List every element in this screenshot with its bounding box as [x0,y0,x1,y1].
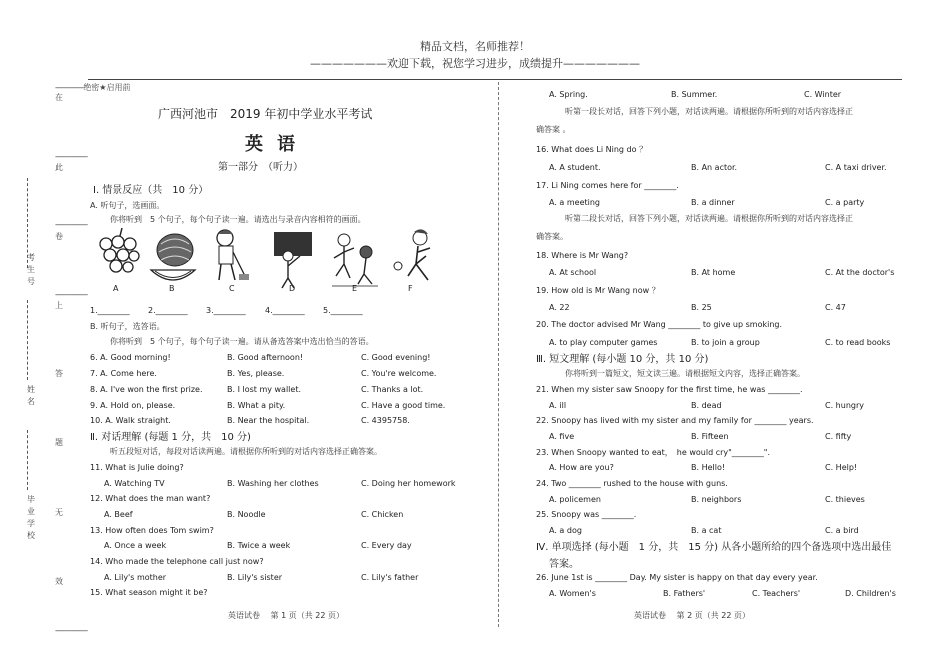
question-option[interactable]: B. a cat [691,526,722,535]
question-option[interactable]: A. Women's [549,589,596,598]
answer-blank[interactable]: 2.________ [148,306,188,315]
boy-sweeping-picture [211,226,251,292]
question-option[interactable]: C. thieves [825,495,865,504]
question-option[interactable]: B. 25 [691,303,712,312]
question-option[interactable]: C. Good evening! [361,353,431,362]
question-option[interactable]: B. Noodle [227,510,266,519]
header-promo: 精品文档，名师推荐！ [420,40,530,53]
question-option[interactable]: C. a bird [825,526,859,535]
candidate-no-char: 生 [27,265,35,274]
question-text: 22. Snoopy has lived with my sister and my family for ________ years. [536,416,814,425]
question-option[interactable]: A. a dog [549,526,582,535]
binding-char: 在 [55,93,63,102]
id-line [27,300,28,380]
question-text: 25. Snoopy was ________. [536,510,637,519]
question-option[interactable]: A. five [549,432,575,441]
binding-char: 答 [55,369,63,378]
exam-title: 广西河池市 2019 年初中学业水平考试 [158,107,373,121]
page-footer: 英语试卷 第 2 页（共 22 页） [634,611,750,620]
question-option[interactable]: A. A student. [549,163,601,172]
binding-dash: ----------------- [55,152,88,161]
name-char: 姓 [27,385,35,394]
picture-label: D [289,284,296,293]
question-option[interactable]: C. Help! [825,463,858,472]
binding-dash: ----------------- [55,220,88,229]
question-option[interactable]: A. How are you? [549,463,614,472]
kids-playing-picture [330,226,380,292]
question-text: 18. Where is Mr Wang? [536,251,629,260]
section-title-cont: 答案。 [549,559,579,570]
question-option[interactable]: A. a meeting [549,198,601,207]
picture-label: C [229,284,235,293]
school-char: 校 [27,531,35,540]
question-option[interactable]: C. 47 [825,303,846,312]
question-option[interactable]: B. to join a group [691,338,760,347]
section-title: Ⅰ. 情景反应（共 10 分） [93,185,209,196]
question-option[interactable]: A. ill [549,401,567,410]
question-text: 19. How old is Mr Wang now ？ [536,286,660,295]
question-option[interactable]: A. Watching TV [104,479,165,488]
question-text: 13. How often does Tom swim? [90,526,214,535]
picture-label: E [352,284,358,293]
question-option[interactable]: B. Fathers' [663,589,706,598]
answer-blank[interactable]: 5.________ [323,306,363,315]
part-title: 第一部分 （听力） [218,162,303,173]
instruction-text: 听五段短对话，每段对话读两遍。请根据你所听到的对话内容选择正确答案。 [110,447,382,456]
question-option[interactable]: A. Lily's mother [104,573,167,582]
question-option[interactable]: B. Twice a week [227,541,291,550]
grapes-picture [96,226,142,292]
girl-running-picture [390,226,440,292]
school-char: 业 [27,507,35,516]
picture-label: B [169,284,175,293]
question-text: 17. Li Ning comes here for ________. [536,181,679,190]
id-line [27,430,28,490]
question-option[interactable]: 7. A. Come here. [90,369,157,378]
question-text: 11. What is Julie doing? [90,463,184,472]
question-option[interactable]: 8. A. I've won the first prize. [90,385,203,394]
question-option[interactable]: A. Beef [104,510,133,519]
question-option[interactable]: A. policemen [549,495,601,504]
question-option[interactable]: B. neighbors [691,495,742,504]
question-text: 26. June 1st is ________ Day. My sister is happy on that day every year. [536,573,818,582]
picture-label: F [408,284,413,293]
question-option[interactable]: C. Every day [361,541,412,550]
section-title: Ⅳ. 单项选择 (每小题 1 分，共 15 分) 从各小题所给的四个备选项中选出最佳 [536,542,892,553]
question-option[interactable]: A. At school [549,268,597,277]
teacher-blackboard-picture [268,226,318,292]
secret-label: ---------------绝密★启用前 [55,83,131,92]
question-option[interactable]: C. Winter [804,90,842,99]
header-rule [88,79,902,80]
question-option[interactable]: C. Chicken [361,510,404,519]
page-footer: 英语试卷 第 1 页（共 22 页） [228,611,344,620]
answer-blank[interactable]: 4.________ [265,306,305,315]
answer-blank[interactable]: 1.________ [90,306,130,315]
question-option[interactable]: B. dead [691,401,722,410]
question-option[interactable]: C. Lily's father [361,573,419,582]
question-option[interactable]: C. a party [825,198,865,207]
question-text: 14. Who made the telephone call just now? [90,557,264,566]
name-char: 名 [27,397,35,406]
binding-char: 题 [55,438,63,447]
binding-char: 此 [55,163,63,172]
binding-char: 卷 [55,232,63,241]
question-option[interactable]: C. A taxi driver. [825,163,887,172]
question-option[interactable]: B. Summer. [671,90,718,99]
instruction-text: 你将听到一篇短文，短文读三遍。请根据短文内容，选择正确答案。 [565,369,805,378]
question-option[interactable]: B. a dinner [691,198,735,207]
binding-char: 效 [55,577,63,586]
subject-title: 英语 [245,134,309,155]
question-option[interactable]: C. fifty [825,432,852,441]
question-text: 23. When Snoopy wanted to eat， he would cry"________". [536,448,771,457]
watermelon-picture [147,226,199,292]
question-option[interactable]: B. Fifteen [691,432,729,441]
question-option[interactable]: C. At the doctor's [825,268,895,277]
binding-dash: ----------------- [55,290,88,299]
candidate-no-char: 号 [27,277,35,286]
page-divider [498,82,499,627]
question-option[interactable]: B. Near the hospital. [227,416,310,425]
section-title: Ⅲ. 短文理解 (每小题 10 分，共 10 分) [536,354,709,365]
instruction-text: 听第一段长对话，回答下列小题，对话读两遍。请根据你所听到的对话内容选择正 [565,107,853,116]
question-option[interactable]: C. to read books [825,338,891,347]
question-option[interactable]: A. to play computer games [549,338,658,347]
question-option[interactable]: B. An actor. [691,163,738,172]
question-option[interactable]: C. hungry [825,401,864,410]
question-option[interactable]: C. Have a good time. [361,401,446,410]
instruction-text: 你将听到 5 个句子，每个句子读一遍。请选出与录音内容相符的画面。 [110,215,366,224]
question-option[interactable]: 9. A. Hold on, please. [90,401,176,410]
question-option[interactable]: B. Good afternoon! [227,353,304,362]
question-text: 24. Two ________ rushed to the house with guns. [536,479,728,488]
instruction-text: 确答案。 [536,232,568,241]
question-option[interactable]: B. Yes, please. [227,369,285,378]
instruction-text: 听第二段长对话，回答下列小题，对话读两遍。请根据你所听到的对话内容选择正 [565,214,853,223]
question-option[interactable]: 10. A. Walk straight. [90,416,171,425]
header-slogan: ———————欢迎下载，祝您学习进步，成绩提升——————— [310,57,640,70]
question-option[interactable]: B. Hello! [691,463,726,472]
question-option[interactable]: C. 4395758. [361,416,410,425]
subsection-label: B. 听句子，选答语。 [90,322,165,331]
question-text: 16. What does Li Ning do ？ [536,145,648,154]
question-text: 20. The doctor advised Mr Wang ________ to give up smoking. [536,320,783,329]
question-option[interactable]: C. Thanks a lot. [361,385,424,394]
question-option[interactable]: C. Teachers' [752,589,801,598]
binding-char: 上 [55,301,63,310]
question-text: 15. What season might it be? [90,588,208,597]
question-option[interactable]: C. Doing her homework [361,479,456,488]
question-text: 21. When my sister saw Snoopy for the first time, he was ________. [536,385,803,394]
instruction-text: 你将听到 5 个句子，每个句子读一遍。请从备选答案中选出恰当的答语。 [110,337,374,346]
answer-blank[interactable]: 3.________ [206,306,246,315]
instruction-text: 确答案 。 [536,125,571,134]
question-text: 12. What does the man want? [90,494,211,503]
question-option[interactable]: B. I lost my wallet. [227,385,302,394]
question-option[interactable]: B. Lily's sister [227,573,283,582]
school-char: 毕 [27,495,35,504]
section-title: Ⅱ. 对话理解 (每题 1 分，共 10 分) [90,432,251,443]
question-option[interactable]: D. Children's [845,589,896,598]
picture-label: A [113,284,119,293]
school-char: 学 [27,519,35,528]
subsection-label: A. 听句子，选画面。 [90,201,165,210]
binding-char: 无 [55,508,63,517]
question-option[interactable]: C. You're welcome. [361,369,437,378]
question-option[interactable]: 6. A. Good morning! [90,353,171,362]
question-option[interactable]: B. At home [691,268,736,277]
binding-dash: ----------------- [55,626,88,635]
question-option[interactable]: A. Once a week [104,541,167,550]
question-option[interactable]: A. Spring. [549,90,588,99]
question-option[interactable]: B. What a pity. [227,401,286,410]
question-option[interactable]: B. Washing her clothes [227,479,319,488]
candidate-no-char: 考 [27,253,35,262]
question-option[interactable]: A. 22 [549,303,570,312]
